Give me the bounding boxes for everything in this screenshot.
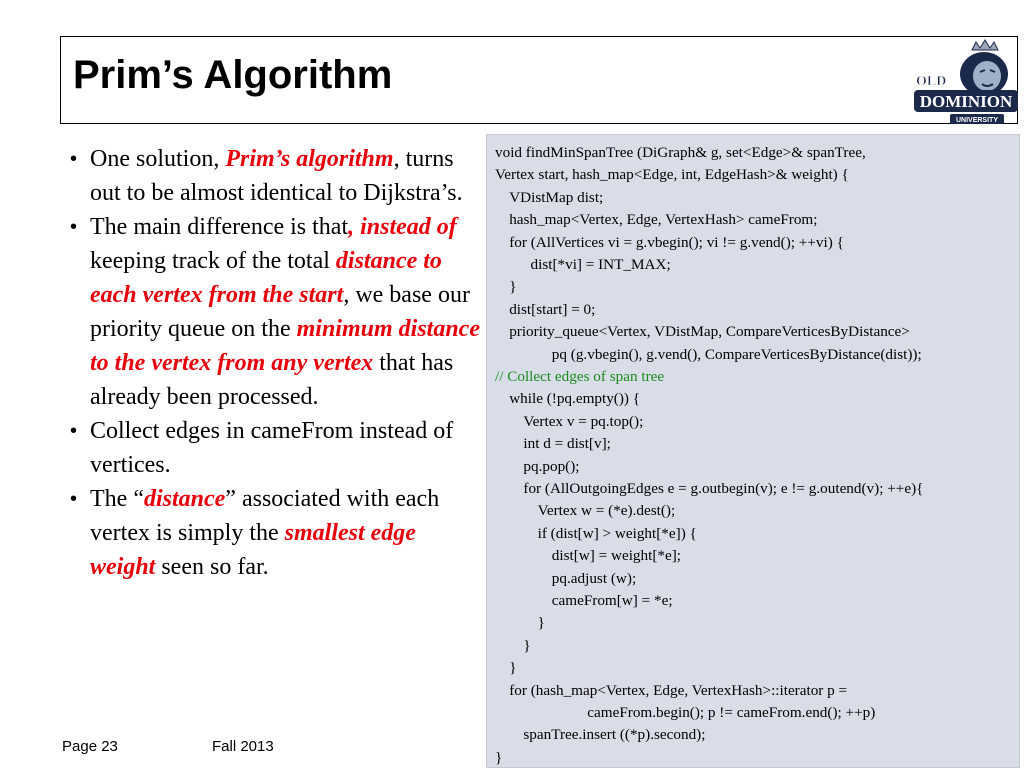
bullet-text: that has already been processed. [90,350,454,410]
code-line: } [509,278,517,296]
code-line: dist[start] = 0; [509,300,596,318]
bullet-item [68,482,480,584]
bullet-text: , we base our priority queue on the [90,282,470,342]
code-line: } [537,614,545,632]
bullet-text: The main difference is that [90,214,349,240]
code-line: void findMinSpanTree (DiGraph& g, set<Edge>& spanTree, [495,144,866,161]
code-line: Vertex w = (*e).dest(); [537,502,676,520]
emphasis-text: smallest edge weight [90,520,416,580]
emphasis-text: Prim’s algorithm [225,146,394,172]
code-line: for (AllVertices vi = g.vbegin(); vi != g.vend(); ++vi) { [509,233,844,251]
code-line: while (!pq.empty()) { [509,390,641,408]
bullet-text: The “ [90,486,144,512]
page-number: Page 23 [62,738,118,755]
code-line: Vertex start, hash_map<Edge, int, EdgeHash>& weight) { [495,166,849,184]
bullet-item [68,414,480,482]
term-label: Fall 2013 [212,738,274,755]
code-line: Vertex v = pq.top(); [523,412,644,430]
bullet-text: Collect edges in cameFrom instead of vertices. [90,418,454,478]
code-line: for (hash_map<Vertex, Edge, VertexHash>::iterator p = [509,681,848,699]
code-line: pq.pop(); [523,457,580,475]
code-line: dist[w] = weight[*e]; [551,547,681,565]
emphasis-text: , instead of [348,214,457,240]
code-line: } [509,659,517,677]
code-line: hash_map<Vertex, Edge, VertexHash> cameFrom; [509,211,818,229]
code-line: cameFrom.begin(); p != cameFrom.end(); ++p) [587,704,876,721]
code-line: pq (g.vbegin(), g.vend(), CompareVerticesByDistance(dist)); [551,345,922,363]
code-line: pq.adjust (w); [551,569,637,587]
code-comment-line: // Collect edges of span tree [495,368,665,385]
bullet-text: One solution, [90,146,226,172]
bullet-text: seen so far. [155,554,269,580]
code-line: priority_queue<Vertex, VDistMap, CompareVerticesByDistance> [509,323,910,341]
slide-title: Prim’s Algorithm [73,53,393,97]
code-line: cameFrom[w] = *e; [551,592,673,609]
emphasis-text: minimum distance to the vertex from any vertex [90,316,480,376]
svg-text:UNIVERSITY: UNIVERSITY [955,117,999,124]
code-line: } [495,748,503,766]
code-panel [486,134,1020,768]
bullet-text: ” associated with each vertex is simply the [90,486,440,546]
emphasis-text: distance [143,486,226,512]
old-dominion-monarch-logo-icon [910,38,1022,128]
code-line: for (AllOutgoingEdges e = g.outbegin(v); e != g.outend(v); ++e){ [523,480,924,497]
code-line: spanTree.insert ((*p).second); [523,726,706,744]
svg-text:DOMINION: DOMINION [919,92,1013,111]
code-line: dist[*vi] = INT_MAX; [530,256,671,273]
code-line: VDistMap dist; [509,188,604,206]
bullet-item [68,142,480,210]
bullet-text: keeping track of the total [90,248,336,274]
emphasis-text: distance to each vertex from the start [90,248,442,308]
title-box [60,36,1018,124]
bullet-text: , turns out to be almost identical to Dijkstra’s. [90,146,463,206]
bullet-list [68,142,480,584]
code-line: } [523,636,531,654]
code-line: if (dist[w] > weight[*e]) { [537,524,697,542]
code-line: int d = dist[v]; [523,435,611,453]
bullet-item [68,210,480,414]
svg-text:OLD: OLD [916,74,947,89]
